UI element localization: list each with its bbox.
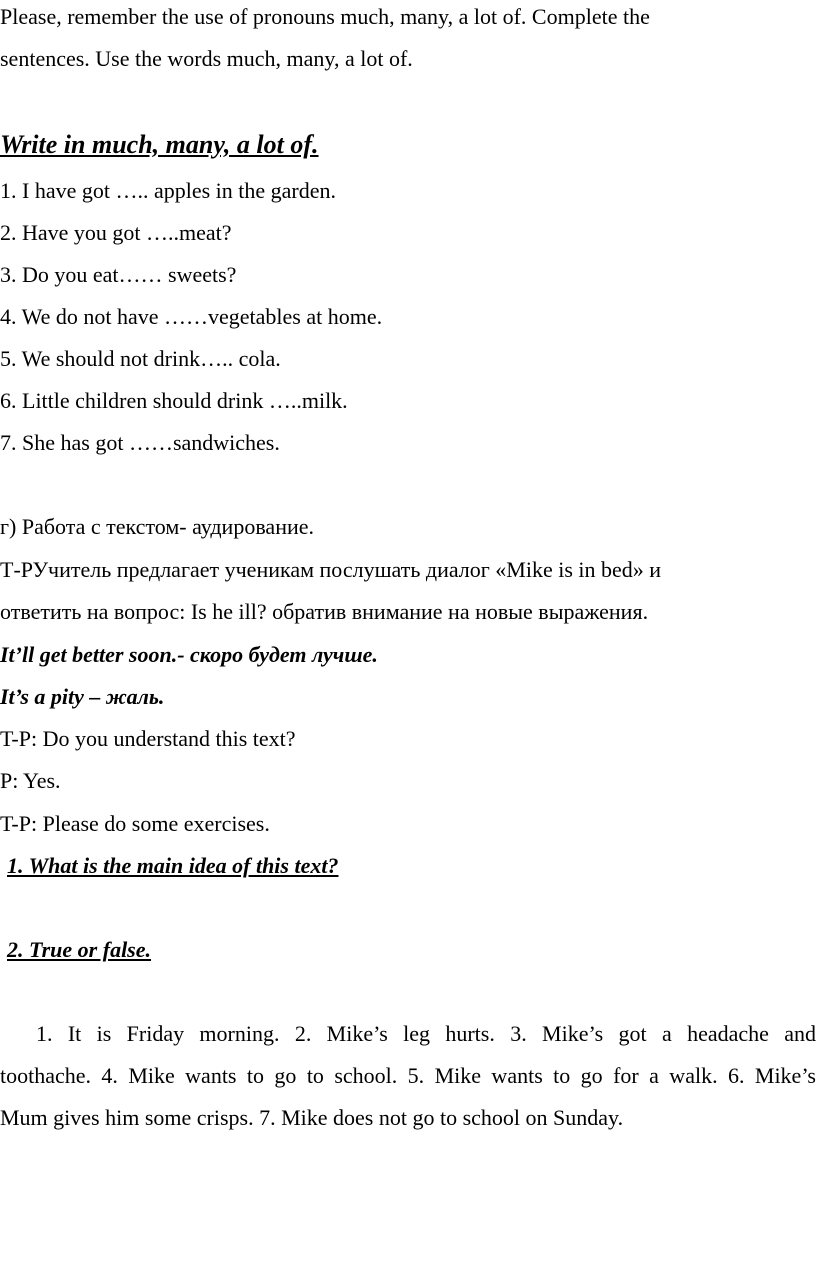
exercise-item-4: 4. We do not have ……vegetables at home. xyxy=(0,304,383,329)
exercise-item-1: 1. I have got ….. apples in the garden. xyxy=(0,178,337,203)
statements-line-1: 1. It is Friday morning. 2. Mike’s leg hurts. 3. Mike’s got a headache and xyxy=(36,1021,816,1046)
dialog-line-3: T-P: Please do some exercises. xyxy=(0,811,270,836)
dialog-line-2: P: Yes. xyxy=(0,768,61,793)
listening-instruction-line-2: ответить на вопрос: Is he ill? обратив внимание на новые выражения. xyxy=(0,599,649,624)
dialog-line-1: T-P: Do you understand this text? xyxy=(0,726,296,751)
statements-line-3: Mum gives him some crisps. 7. Mike does not go to school on Sunday. xyxy=(0,1105,624,1130)
exercise-item-3: 3. Do you eat…… sweets? xyxy=(0,262,237,287)
phrase-better-soon: It’ll get better soon.- скоро будет лучше. xyxy=(0,642,378,667)
intro-line-1: Please, remember the use of pronouns much, many, a lot of. Complete the xyxy=(0,4,650,29)
task-main-idea: 1. What is the main idea of this text? xyxy=(7,853,339,878)
exercise-item-2: 2. Have you got …..meat? xyxy=(0,220,232,245)
exercise-heading: Write in much, many, a lot of. xyxy=(0,130,319,159)
exercise-item-7: 7. She has got ……sandwiches. xyxy=(0,430,280,455)
listening-section-title: г) Работа с текстом- аудирование. xyxy=(0,514,315,539)
statements-line-2: toothache. 4. Mike wants to go to school. 5. Mike wants to go for a walk. 6. Mike’s xyxy=(0,1063,816,1088)
listening-instruction-line-1: Т-РУчитель предлагает ученикам послушать диалог «Mike is in bed» и xyxy=(0,557,662,582)
phrase-pity: It’s a pity – жаль. xyxy=(0,684,165,709)
intro-line-2: sentences. Use the words much, many, a lot of. xyxy=(0,46,413,71)
exercise-item-5: 5. We should not drink….. cola. xyxy=(0,346,281,371)
task-true-or-false: 2. True or false. xyxy=(7,937,152,962)
exercise-item-6: 6. Little children should drink …..milk. xyxy=(0,388,348,413)
